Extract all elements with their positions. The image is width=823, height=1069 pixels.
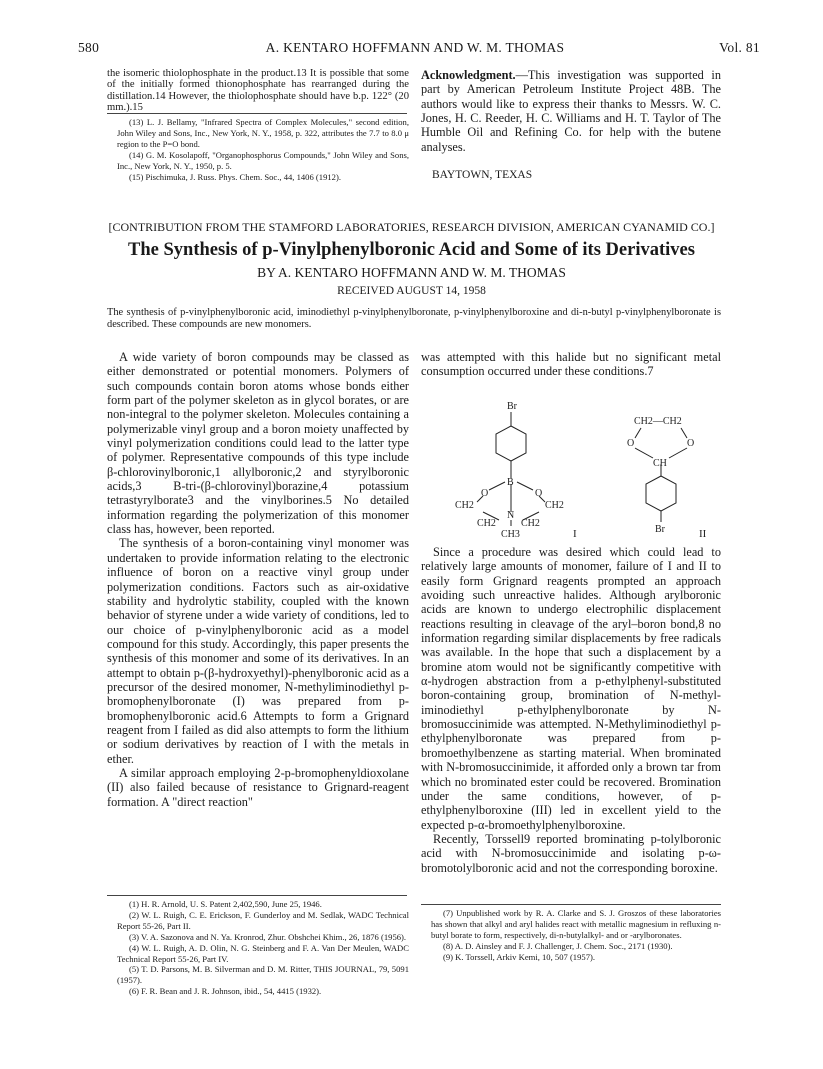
footnote: (8) A. D. Ainsley and F. J. Challenger, J. Chem. Soc., 2171 (1930). [443,940,673,951]
prev-article-footnotes [107,117,409,182]
footnote: (2) W. L. Ruigh, C. E. Erickson, F. Gunderloy and M. Sedlak, WADC Technical Report 55-26, Part II. [117,909,409,931]
prev-article-text [107,68,409,114]
volume-number: Vol. 81 [719,40,760,55]
left-footnotes [107,899,409,997]
atom-label: CH2 [477,518,496,529]
body-paragraph: Since a procedure was desired which could lead to relatively large amounts of monomer, failure of I and II to easily form Grignard reagents prompted an approach avoiding such unreactive halides. Although arylboronic acids are known to undergo electrophilic displacement reactions resulting in cleavage of the aryl–boron bond,8 no information regarding similar displacements by free radicals was available. In the hope that such a displacement by a bromine atom would not be significantly competitive with α-hydrogen abstraction from a p-ethylphenyl-substituted boron-containing group, bromination of N-methyl-iminodiethyl p-ethylphenylboronate by N-bromosuccinimide was attempted. N-Methyliminodiethyl p-ethylphenylboronate was prepared from p-bromoethylbenzene as starting material. When brominated with N-bromosuccinimide, it afforded only a brown tar from which no brominated ester could be recovered. Bromination under the same conditions, however, of p-ethylphenylboroxine (III) led in excellent yield to the expected p-α-bromoethylphenylboroxine. [421,545,721,832]
chemical-structures-figure [421,398,721,538]
body-paragraph: A similar approach employing 2-p-bromophenyldioxolane (II) also failed because of resistance to Grignard-reagent formation. A "direct reaction" [107,765,409,809]
footnote: (4) W. L. Ruigh, A. D. Olin, N. G. Steinberg and F. A. Van Der Meulen, WADC Technical Report 55-26, Part IV. [117,942,409,964]
footnote: (14) G. M. Kosolapoff, "Organophosphorus Compounds," John Wiley and Sons, Inc., New York, N. Y., 1950, p. 5. [117,149,409,171]
structure-II [635,428,687,522]
body-paragraph: A wide variety of boron compounds may be classed as either demonstrated or potential monomers. Polymers of such compounds contain boron atoms whose bonds either form part of the polymer skeleton as in glycol borates, or are non-integral to the polymer skeleton. Molecules containing a polymerizable vinyl group and a boron moiety unaffected by vinyl polymerization conditions could lead to the latter type of polymer. Representative compounds of this type include β-chlorovinylboronic,1 allylboronic,2 and styrylboronic acids,3 B-tri-(β-chlorovinyl)borazine,4 potassium tetrastyrylborate3 and the vinylborines.5 No detailed information regarding the polymerization of this monomer class has, however, been reported. [107,350,409,537]
structure-label: II [699,528,707,538]
acknowledgment [421,68,721,154]
left-column [107,350,409,809]
footnote-rule [421,904,721,905]
atom-label: CH [653,458,667,469]
atom-label: O [687,438,695,449]
acknowledgment-text: —This investigation was supported in part by American Petroleum Institute Project 48B. The authors would like to express their thanks to Messrs. W. C. Jones, H. C. Reeder, H. C. Williams and H. T. Taylor of The Humble Oil and Refining Co. for help with the butene analyses. [421,68,721,154]
running-title: A. KENTARO HOFFMANN AND W. M. THOMAS [265,40,565,55]
benzene-ring [646,476,676,511]
footnote: (6) F. R. Bean and J. R. Johnson, ibid., 54, 4415 (1932). [129,986,322,997]
atom-label: CH2 [455,500,474,511]
benzene-ring [496,426,526,461]
atom-label: O [481,488,489,499]
article-title: The Synthesis of p-Vinylphenylboronic Acid and Some of its Derivatives [128,240,695,260]
atom-label: CH3 [501,529,520,538]
affiliation: BAYTOWN, TEXAS [432,169,533,181]
atom-label: Br [507,401,517,412]
footnote: (9) K. Torssell, Arkiv Kemi, 10, 507 (1957). [443,951,596,962]
atom-label: CH2—CH2 [634,416,682,427]
footnote-rule [107,113,407,114]
prev-article-paragraph: the isomeric thiolophosphate in the product.13 It is possible that some of the initially formed thionophosphate has rearranged during the distillation.14 However, the thiolophosphate should have b.p. 122° (20 mm.).15 [107,68,409,114]
body-paragraph: Recently, Torssell9 reported brominating p-tolylboronic acid with N-bromosuccinimide and isolating p-ω-bromotolylboronic acid and not the corresponding boroxine. [421,831,721,875]
byline: BY A. KENTARO HOFFMANN AND W. M. THOMAS [257,265,566,280]
received-date: RECEIVED AUGUST 14, 1958 [337,285,486,297]
footnote: (5) T. D. Parsons, M. B. Silverman and D. M. Ritter, THIS JOURNAL, 79, 5091 (1957). [117,964,409,986]
footnote: (7) Unpublished work by R. A. Clarke and S. J. Groszos of these laboratories has shown that alkyl and aryl halides react with metallic magnesium in refluxing n-butyl borate to form, respectively, di-n-butylalkyl- and or -arylboronates. [431,908,721,940]
acknowledgment-heading: Acknowledgment. [421,68,516,82]
footnote: (1) H. R. Arnold, U. S. Patent 2,402,590, June 25, 1946. [129,899,322,909]
footnote: (15) Pischimuka, J. Russ. Phys. Chem. Soc., 44, 1406 (1912). [129,171,341,182]
atom-label: N [507,510,515,521]
contribution-line: [CONTRIBUTION FROM THE STAMFORD LABORATORIES, RESEARCH DIVISION, AMERICAN CYANAMID CO.] [108,220,715,234]
body-paragraph: was attempted with this halide but no significant metal consumption occurred under these conditions.7 [421,350,721,379]
right-column-intro [421,350,721,379]
right-column-body [421,545,721,875]
right-footnotes [421,908,721,963]
abstract: The synthesis of p-vinylphenylboronic acid, iminodiethyl p-vinylphenylboronate, p-vinylphenylboroxine and di-n-butyl p-vinylphenylboronate is described. These compounds are new monomers. [107,307,721,330]
atom-label: Br [655,524,665,535]
atom-label: CH2 [521,518,540,529]
atom-label: O [627,438,635,449]
atom-label: O [535,488,543,499]
body-paragraph: The synthesis of a boron-containing vinyl monomer was undertaken to provide information relating to the electronic influence of boron on a reactive vinyl group under polymerization conditions. Factors such as air-oxidative stability and hydrolytic stability, coupled with the known behavior of styrene under a wide variety of conditions, led to our choice of p-vinylphenylboronic acid as a model compound for this study. Accordingly, this paper presents the synthesis of this monomer and some of its derivatives. In an attempt to obtain p-(β-hydroxyethyl)-phenylboronic acid as a precursor of the desired monomer, N-methyliminodiethyl p-bromophenylboronate (I) was prepared from p-bromophenylboronic acid.6 Attempts to form a Grignard reagent from I failed as did also attempts to form the lithium or sodium derivatives by reaction of I with the metals in ether. [107,536,409,766]
structure-label: I [573,528,577,538]
page-number: 580 [78,40,100,55]
footnote-rule [107,895,407,896]
footnote: (3) V. A. Sazonova and N. Ya. Kronrod, Zhur. Obshchei Khim., 26, 1876 (1956). [129,931,407,942]
atom-label: B [507,477,514,488]
atom-label: CH2 [545,500,564,511]
footnote: (13) L. J. Bellamy, "Infrared Spectra of Complex Molecules," second edition, John Wiley and Sons, Inc., New York, N. Y., 1958, p. 322, attributes the 7.7 to 8.0 μ region to the P=O bond. [117,117,409,149]
structure-I [477,412,545,526]
